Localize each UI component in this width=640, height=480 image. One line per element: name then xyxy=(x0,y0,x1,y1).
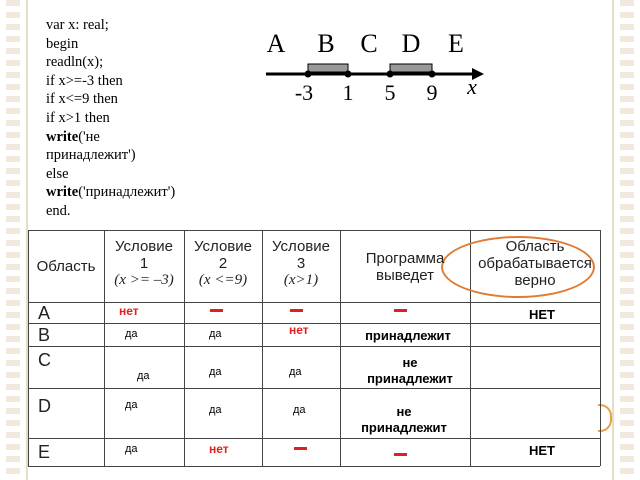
code-text: if x>1 then xyxy=(46,109,110,126)
row-label-b: B xyxy=(38,325,51,345)
code-text: var x: real; xyxy=(46,17,109,33)
axis-label: x xyxy=(467,74,477,99)
row-c-output xyxy=(348,355,472,387)
number-line xyxy=(260,28,490,108)
code-text: принадлежит') xyxy=(46,147,136,164)
region-label-a: A xyxy=(266,29,286,58)
row-c-output-line2: принадлежит xyxy=(367,371,453,386)
row-a-output-dash xyxy=(394,309,407,312)
tick-label-2: 1 xyxy=(342,80,354,105)
code-line xyxy=(46,109,175,128)
code-line xyxy=(46,128,175,147)
row-e-cond2: нет xyxy=(209,442,229,456)
row-d-output-line1: не xyxy=(396,404,412,419)
code-text: ('не xyxy=(78,128,100,145)
tick-label-1: -3 xyxy=(294,80,314,105)
code-text: end. xyxy=(46,202,71,219)
code-text: if x>=-3 then xyxy=(46,72,123,89)
tick-label-3: 5 xyxy=(384,80,396,105)
header-correct: Область обрабатывается верно xyxy=(478,238,592,289)
right-border-decoration xyxy=(620,0,634,480)
row-d-cond3: да xyxy=(293,404,306,416)
code-text: else xyxy=(46,165,69,182)
code-line xyxy=(46,53,175,72)
left-border-decoration xyxy=(6,0,20,480)
row-b-cond3: нет xyxy=(289,323,309,337)
row-label-a: A xyxy=(38,303,51,323)
code-line xyxy=(46,35,175,54)
code-text: ('принадлежит') xyxy=(78,184,176,201)
row-c-cond2: да xyxy=(209,366,222,378)
tick-dot-4 xyxy=(429,71,436,78)
tick-dot-1 xyxy=(305,71,312,78)
header-condition-2: Условие 2 (x <=9) xyxy=(194,238,252,288)
row-b-output: принадлежит xyxy=(365,328,451,343)
row-b-cond2: да xyxy=(209,328,222,340)
region-label-e: E xyxy=(448,29,464,58)
shaded-range-1 xyxy=(308,64,348,72)
code-line xyxy=(46,72,175,91)
header-output: Программа выведет xyxy=(365,250,445,284)
row-d-output-line2: принадлежит xyxy=(361,420,447,435)
tick-label-4: 9 xyxy=(426,80,438,105)
row-d-output xyxy=(342,404,466,436)
row-d-cond2: да xyxy=(209,404,222,416)
row-label-d: D xyxy=(38,396,51,416)
code-line xyxy=(46,165,175,184)
row-e-correct: НЕТ xyxy=(529,443,555,458)
tick-dot-2 xyxy=(345,71,352,78)
row-e-cond3-dash xyxy=(294,447,307,450)
row-a-cond3-dash xyxy=(290,309,303,312)
row-label-c: C xyxy=(38,350,51,370)
row-b-cond1: да xyxy=(125,328,138,340)
region-label-b: B xyxy=(317,29,335,58)
row-e-cond1: да xyxy=(125,443,138,455)
shaded-range-2 xyxy=(390,64,432,72)
code-line xyxy=(46,202,175,221)
code-listing xyxy=(46,16,175,221)
region-label-c: C xyxy=(360,29,378,58)
code-line xyxy=(46,183,175,202)
tick-dot-3 xyxy=(387,71,394,78)
row-d-cond1: да xyxy=(125,399,138,411)
code-keyword: write xyxy=(46,184,79,201)
row-a-cond2-dash xyxy=(210,309,223,312)
code-line xyxy=(46,146,175,165)
header-area: Область xyxy=(36,258,96,275)
row-c-cond3: да xyxy=(289,366,302,378)
code-line xyxy=(46,90,175,109)
row-a-cond1: нет xyxy=(119,304,139,318)
code-line xyxy=(46,16,175,35)
code-text: readln(x); xyxy=(46,54,104,71)
row-c-cond1: да xyxy=(137,370,150,382)
header-condition-3: Условие 3 (x>1) xyxy=(272,238,330,288)
region-label-d: D xyxy=(401,29,421,58)
row-a-correct: НЕТ xyxy=(529,307,555,322)
row-label-e: E xyxy=(38,442,51,462)
row-e-output-dash xyxy=(394,453,407,456)
row-c-output-line1: не xyxy=(402,355,418,370)
code-keyword: write xyxy=(46,128,79,145)
code-text: if x<=9 then xyxy=(46,91,118,108)
code-text: begin xyxy=(46,35,79,52)
header-condition-1: Условие 1 (x >= –3) xyxy=(114,238,174,288)
